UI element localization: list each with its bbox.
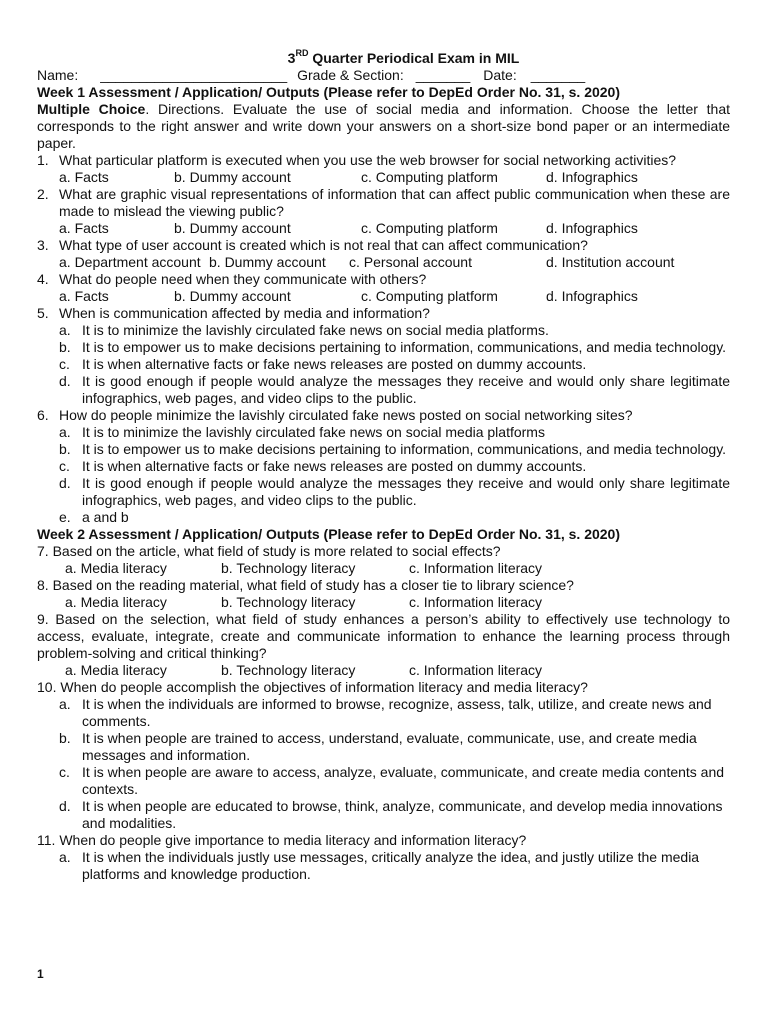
answer-option: a. It is when the individuals are informed to browse, recognize, assess, talk, utilize, and create news and comments. (59, 696, 712, 729)
week1-heading: Week 1 Assessment / Application/ Outputs (Please refer to DepEd Order No. 31, s. 2020) (37, 84, 621, 100)
question: 10. When do people accomplish the objectives of information literacy and media literacy? (37, 679, 588, 695)
choices-row: a. Department account b. Dummy account c. Personal account d. Institution account (59, 254, 675, 270)
name-blank: ________________________ (100, 67, 288, 83)
answer-option: e. a and b (59, 509, 129, 525)
question: 5. When is communication affected by media and information? (37, 305, 430, 321)
date-label: Date: (483, 67, 517, 83)
answer-option: b. It is when people are trained to access, understand, evaluate, communicate, use, and create media messages and information. (59, 730, 697, 763)
answer-option: c. It is when alternative facts or fake news releases are posted on dummy accounts. (59, 458, 587, 474)
grade-label: Grade & Section: (297, 67, 404, 83)
name-label: Name: (37, 67, 79, 83)
answer-option: d. It is good enough if people would analyze the messages they receive and would only share legitimate infographics, web pages, and video clips to the public. (59, 373, 730, 406)
question: 8. Based on the reading material, what field of study has a closer tie to library science? (37, 577, 574, 593)
answer-option: a. It is when the individuals justly use messages, critically analyze the idea, and justly utilize the media platforms and knowledge production. (59, 849, 700, 882)
grade-blank: _______ (415, 67, 471, 83)
answer-option: b. It is to empower us to make decisions pertaining to information, communications, and media technology. (59, 339, 727, 355)
answer-option: b. It is to empower us to make decisions pertaining to information, communications, and media technology. (59, 441, 727, 457)
week2-heading: Week 2 Assessment / Application/ Outputs (Please refer to DepEd Order No. 31, s. 2020) (37, 526, 621, 542)
choices-row: a. Media literacy b. Technology literacy c. Information literacy (65, 594, 543, 610)
choices-row: a. Facts b. Dummy account c. Computing platform d. Infographics (59, 169, 638, 185)
question: 2. What are graphic visual representations of information that can affect public communication when these are made to mislead the viewing public? (37, 186, 730, 219)
question: 1. What particular platform is executed when you use the web browser for social networking activities? (37, 152, 677, 168)
question: 4. What do people need when they communicate with others? (37, 271, 427, 287)
exam-title: 3RD Quarter Periodical Exam in MIL (287, 48, 520, 66)
answer-option: a. It is to minimize the lavishly circulated fake news on social media platforms. (59, 322, 549, 338)
answer-option: c. It is when people are aware to access, analyze, evaluate, communicate, and create media contents and contexts. (59, 764, 725, 797)
choices-row: a. Facts b. Dummy account c. Computing platform d. Infographics (59, 288, 638, 304)
student-info-header (37, 67, 730, 84)
question: 3. What type of user account is created which is not real that can affect communication? (37, 237, 588, 253)
question: 9. Based on the selection, what field of study enhances a person’s ability to effectively use technology to access, evaluate, integrate, create and communicate information to enhance the learning process through problem-solving and critical thinking? (37, 611, 730, 661)
choices-row: a. Media literacy b. Technology literacy c. Information literacy (65, 560, 543, 576)
question: 6. How do people minimize the lavishly circulated fake news posted on social networking sites? (37, 407, 633, 423)
choices-row: a. Facts b. Dummy account c. Computing platform d. Infographics (59, 220, 638, 236)
question: 7. Based on the article, what field of study is more related to social effects? (37, 543, 501, 559)
choices-row: a. Media literacy b. Technology literacy c. Information literacy (65, 662, 543, 678)
directions: Multiple Choice. Directions. Evaluate the use of social media and information. Choose the letter that corresponds to the right answer and write down your answers on a short-size bond paper or an intermediate paper. (37, 101, 730, 151)
date-blank: _______ (530, 67, 586, 83)
page-number: 1 (37, 967, 44, 981)
answer-option: a. It is to minimize the lavishly circulated fake news on social media platforms (59, 424, 545, 440)
answer-option: c. It is when alternative facts or fake news releases are posted on dummy accounts. (59, 356, 587, 372)
answer-option: d. It is good enough if people would analyze the messages they receive and would only share legitimate infographics, web pages, and video clips to the public. (59, 475, 730, 508)
answer-option: d. It is when people are educated to browse, think, analyze, communicate, and develop media innovations and modalities. (59, 798, 723, 831)
question: 11. When do people give importance to media literacy and information literacy? (37, 832, 527, 848)
